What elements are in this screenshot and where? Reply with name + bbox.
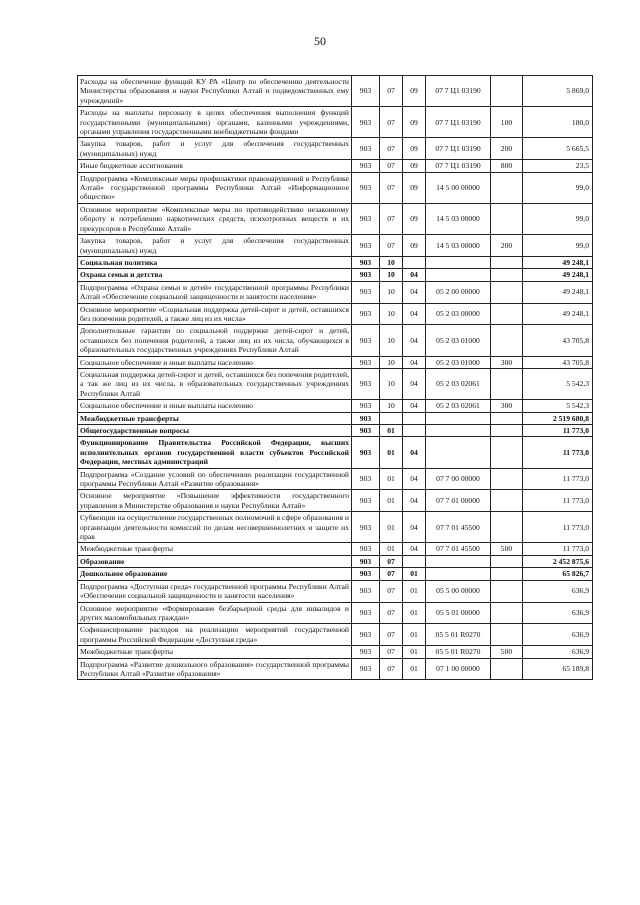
row-section-cell: 07 bbox=[380, 76, 403, 107]
row-section-cell: 07 bbox=[380, 107, 403, 138]
row-target-article-cell bbox=[426, 269, 491, 281]
row-expense-type-cell bbox=[491, 303, 523, 325]
row-name-cell: Социальное обеспечение и иные выплаты населению bbox=[78, 400, 352, 412]
row-expense-type-cell bbox=[491, 412, 523, 424]
row-section-cell: 07 bbox=[380, 646, 403, 658]
table-row bbox=[78, 412, 593, 424]
table-row bbox=[78, 160, 593, 172]
row-sum-cell: 636,9 bbox=[523, 602, 593, 624]
row-sum-cell: 99,0 bbox=[523, 235, 593, 257]
row-name-cell: Общегосударственные вопросы bbox=[78, 425, 352, 437]
row-section-cell: 07 bbox=[380, 658, 403, 680]
row-name-cell: Основное мероприятие «Комплексные меры по противодействию незаконному обороту и потреблению наркотических средств, психотропных веществ и их прекурсоров в Республике Алтай» bbox=[78, 203, 352, 234]
row-section-cell: 07 bbox=[380, 568, 403, 580]
row-name-cell: Дополнительные гарантии по социальной поддержке детей-сирот и детей, оставшихся без попечения родителей, а также лиц из их числа, обучающихся в образовательных государственных учреждениях Республики Алтай bbox=[78, 325, 352, 356]
row-target-article-cell: 05 5 01 R0270 bbox=[426, 624, 491, 646]
row-grbs-cell: 903 bbox=[352, 107, 380, 138]
row-expense-type-cell bbox=[491, 555, 523, 567]
row-grbs-cell: 903 bbox=[352, 356, 380, 368]
row-section-cell: 07 bbox=[380, 580, 403, 602]
table-row bbox=[78, 256, 593, 268]
row-expense-type-cell bbox=[491, 172, 523, 203]
row-section-cell: 07 bbox=[380, 555, 403, 567]
table-row bbox=[78, 425, 593, 437]
table-row bbox=[78, 269, 593, 281]
row-expense-type-cell bbox=[491, 281, 523, 303]
row-grbs-cell: 903 bbox=[352, 235, 380, 257]
row-sum-cell: 23,5 bbox=[523, 160, 593, 172]
row-name-cell: Охрана семьи и детства bbox=[78, 269, 352, 281]
row-target-article-cell: 14 5 03 00000 bbox=[426, 203, 491, 234]
table-row bbox=[78, 658, 593, 680]
row-subsection-cell: 04 bbox=[403, 512, 426, 543]
row-expense-type-cell bbox=[491, 568, 523, 580]
row-target-article-cell: 05 2 03 01000 bbox=[426, 356, 491, 368]
row-section-cell: 01 bbox=[380, 490, 403, 512]
budget-table bbox=[77, 75, 593, 680]
row-target-article-cell: 05 5 01 R0270 bbox=[426, 646, 491, 658]
row-name-cell: Расходы на выплаты персоналу в целях обеспечения выполнения функций государственными (муниципальными) органами, казенными учреждениями, органами управления государственными внебюджетными фондами bbox=[78, 107, 352, 138]
row-subsection-cell: 09 bbox=[403, 160, 426, 172]
table-row bbox=[78, 107, 593, 138]
row-subsection-cell: 01 bbox=[403, 658, 426, 680]
row-grbs-cell: 903 bbox=[352, 437, 380, 468]
row-sum-cell: 49 248,1 bbox=[523, 269, 593, 281]
row-sum-cell: 11 773,0 bbox=[523, 437, 593, 468]
table-row bbox=[78, 568, 593, 580]
row-subsection-cell: 04 bbox=[403, 303, 426, 325]
row-name-cell: Дошкольное образование bbox=[78, 568, 352, 580]
row-sum-cell: 5 542,3 bbox=[523, 400, 593, 412]
row-subsection-cell: 04 bbox=[403, 368, 426, 399]
table-row bbox=[78, 580, 593, 602]
row-section-cell: 10 bbox=[380, 400, 403, 412]
row-target-article-cell: 07 7 01 45500 bbox=[426, 543, 491, 555]
row-name-cell: Закупка товаров, работ и услуг для обеспечения государственных (муниципальных) нужд bbox=[78, 138, 352, 160]
row-grbs-cell: 903 bbox=[352, 555, 380, 567]
row-grbs-cell: 903 bbox=[352, 646, 380, 658]
row-subsection-cell: 04 bbox=[403, 490, 426, 512]
row-subsection-cell: 04 bbox=[403, 400, 426, 412]
row-subsection-cell: 04 bbox=[403, 468, 426, 490]
row-expense-type-cell: 200 bbox=[491, 138, 523, 160]
row-sum-cell: 49 248,1 bbox=[523, 303, 593, 325]
row-target-article-cell: 05 2 03 01000 bbox=[426, 325, 491, 356]
row-expense-type-cell bbox=[491, 624, 523, 646]
row-section-cell: 10 bbox=[380, 368, 403, 399]
row-expense-type-cell bbox=[491, 602, 523, 624]
row-grbs-cell: 903 bbox=[352, 658, 380, 680]
row-sum-cell: 5 869,0 bbox=[523, 76, 593, 107]
row-grbs-cell: 903 bbox=[352, 368, 380, 399]
row-section-cell: 01 bbox=[380, 437, 403, 468]
row-expense-type-cell bbox=[491, 269, 523, 281]
row-sum-cell: 65 826,7 bbox=[523, 568, 593, 580]
row-name-cell: Основное мероприятие «Повышение эффективности государственного управления в Министерстве образования и науки Республики Алтай» bbox=[78, 490, 352, 512]
row-grbs-cell: 903 bbox=[352, 580, 380, 602]
row-grbs-cell: 903 bbox=[352, 425, 380, 437]
row-target-article-cell: 07 7 01 00000 bbox=[426, 490, 491, 512]
row-target-article-cell: 07 7 Ц1 03190 bbox=[426, 160, 491, 172]
row-target-article-cell: 05 2 03 00000 bbox=[426, 303, 491, 325]
row-expense-type-cell: 100 bbox=[491, 107, 523, 138]
row-sum-cell: 2 519 680,8 bbox=[523, 412, 593, 424]
row-subsection-cell bbox=[403, 425, 426, 437]
table-row bbox=[78, 602, 593, 624]
row-section-cell: 07 bbox=[380, 624, 403, 646]
row-subsection-cell bbox=[403, 555, 426, 567]
row-target-article-cell bbox=[426, 555, 491, 567]
row-target-article-cell: 14 5 00 00000 bbox=[426, 172, 491, 203]
row-target-article-cell: 07 7 Ц1 03190 bbox=[426, 76, 491, 107]
row-name-cell: Межбюджетные трансферты bbox=[78, 412, 352, 424]
row-target-article-cell: 05 2 03 02061 bbox=[426, 368, 491, 399]
row-target-article-cell: 07 7 Ц1 03190 bbox=[426, 107, 491, 138]
row-section-cell: 10 bbox=[380, 269, 403, 281]
row-expense-type-cell bbox=[491, 203, 523, 234]
row-subsection-cell: 09 bbox=[403, 138, 426, 160]
row-target-article-cell: 07 7 Ц1 03190 bbox=[426, 138, 491, 160]
row-section-cell: 07 bbox=[380, 203, 403, 234]
row-subsection-cell: 09 bbox=[403, 203, 426, 234]
row-grbs-cell: 903 bbox=[352, 269, 380, 281]
row-expense-type-cell: 200 bbox=[491, 235, 523, 257]
row-subsection-cell: 04 bbox=[403, 325, 426, 356]
row-name-cell: Иные бюджетные ассигнования bbox=[78, 160, 352, 172]
row-expense-type-cell bbox=[491, 425, 523, 437]
row-sum-cell: 2 452 875,6 bbox=[523, 555, 593, 567]
row-target-article-cell: 05 5 00 00000 bbox=[426, 580, 491, 602]
row-subsection-cell: 09 bbox=[403, 172, 426, 203]
row-sum-cell: 636,9 bbox=[523, 580, 593, 602]
row-sum-cell: 43 705,8 bbox=[523, 325, 593, 356]
row-sum-cell: 49 248,1 bbox=[523, 281, 593, 303]
row-subsection-cell: 01 bbox=[403, 580, 426, 602]
row-subsection-cell: 04 bbox=[403, 543, 426, 555]
row-grbs-cell: 903 bbox=[352, 138, 380, 160]
row-grbs-cell: 903 bbox=[352, 602, 380, 624]
row-expense-type-cell bbox=[491, 658, 523, 680]
row-expense-type-cell: 500 bbox=[491, 646, 523, 658]
row-section-cell: 01 bbox=[380, 468, 403, 490]
row-target-article-cell bbox=[426, 256, 491, 268]
row-name-cell: Межбюджетные трансферты bbox=[78, 646, 352, 658]
table-row bbox=[78, 356, 593, 368]
row-name-cell: Социальная политика bbox=[78, 256, 352, 268]
row-sum-cell: 11 773,0 bbox=[523, 512, 593, 543]
row-sum-cell: 11 773,0 bbox=[523, 543, 593, 555]
row-target-article-cell: 07 1 00 00000 bbox=[426, 658, 491, 680]
row-target-article-cell bbox=[426, 412, 491, 424]
row-expense-type-cell: 300 bbox=[491, 400, 523, 412]
table-row bbox=[78, 437, 593, 468]
row-grbs-cell: 903 bbox=[352, 325, 380, 356]
row-name-cell: Субвенции на осуществление государственных полномочий в сфере образования и организации деятельности комиссий по делам несовершеннолетних и защите их прав bbox=[78, 512, 352, 543]
table-row bbox=[78, 203, 593, 234]
row-name-cell: Основное мероприятие «Социальная поддержка детей-сирот и детей, оставшихся без попечения родителей, а также лиц из их числа» bbox=[78, 303, 352, 325]
row-section-cell: 10 bbox=[380, 325, 403, 356]
row-section-cell bbox=[380, 412, 403, 424]
row-expense-type-cell bbox=[491, 580, 523, 602]
row-grbs-cell: 903 bbox=[352, 412, 380, 424]
row-grbs-cell: 903 bbox=[352, 568, 380, 580]
row-section-cell: 07 bbox=[380, 160, 403, 172]
table-row bbox=[78, 138, 593, 160]
table-row bbox=[78, 468, 593, 490]
row-target-article-cell: 07 7 01 45500 bbox=[426, 512, 491, 543]
row-target-article-cell: 05 2 03 02061 bbox=[426, 400, 491, 412]
row-expense-type-cell: 300 bbox=[491, 356, 523, 368]
row-expense-type-cell: 500 bbox=[491, 543, 523, 555]
row-grbs-cell: 903 bbox=[352, 512, 380, 543]
row-expense-type-cell bbox=[491, 256, 523, 268]
row-subsection-cell: 09 bbox=[403, 76, 426, 107]
row-name-cell: Подпрограмма «Развитие дошкольного образования» государственной программы Республики Алтай «Развитие образования» bbox=[78, 658, 352, 680]
row-name-cell: Социальное обеспечение и иные выплаты населению bbox=[78, 356, 352, 368]
row-sum-cell: 636,9 bbox=[523, 646, 593, 658]
row-grbs-cell: 903 bbox=[352, 468, 380, 490]
row-section-cell: 07 bbox=[380, 138, 403, 160]
row-subsection-cell: 01 bbox=[403, 602, 426, 624]
row-section-cell: 10 bbox=[380, 356, 403, 368]
row-grbs-cell: 903 bbox=[352, 256, 380, 268]
row-grbs-cell: 903 bbox=[352, 624, 380, 646]
row-name-cell: Подпрограмма «Охрана семьи и детей» государственной программы Республики Алтай «Обеспечение социальной защищенности и занятости населения» bbox=[78, 281, 352, 303]
table-row bbox=[78, 624, 593, 646]
row-section-cell: 07 bbox=[380, 172, 403, 203]
row-section-cell: 07 bbox=[380, 602, 403, 624]
row-grbs-cell: 903 bbox=[352, 400, 380, 412]
table-body bbox=[78, 76, 593, 680]
table-row bbox=[78, 512, 593, 543]
row-sum-cell: 180,0 bbox=[523, 107, 593, 138]
row-section-cell: 01 bbox=[380, 543, 403, 555]
row-subsection-cell bbox=[403, 256, 426, 268]
row-expense-type-cell bbox=[491, 437, 523, 468]
table-row bbox=[78, 555, 593, 567]
row-grbs-cell: 903 bbox=[352, 160, 380, 172]
row-name-cell: Основное мероприятие «Формирование безбарьерной среды для инвалидов и других маломобильных граждан» bbox=[78, 602, 352, 624]
row-target-article-cell bbox=[426, 425, 491, 437]
row-name-cell: Функционирование Правительства Российской Федерации, высших исполнительных органов государственной власти субъектов Российской Федерации, местных администраций bbox=[78, 437, 352, 468]
page-number: 50 bbox=[314, 34, 326, 48]
row-sum-cell: 5 665,5 bbox=[523, 138, 593, 160]
table-row bbox=[78, 646, 593, 658]
row-sum-cell: 11 773,0 bbox=[523, 425, 593, 437]
row-name-cell: Расходы на обеспечение функций КУ РА «Центр по обеспечению деятельности Министерства образования и науки Республики Алтай и подведомственных ему учреждений» bbox=[78, 76, 352, 107]
row-grbs-cell: 903 bbox=[352, 76, 380, 107]
row-grbs-cell: 903 bbox=[352, 281, 380, 303]
table-row bbox=[78, 172, 593, 203]
row-sum-cell: 636,9 bbox=[523, 624, 593, 646]
row-name-cell: Закупка товаров, работ и услуг для обеспечения государственных (муниципальных) нужд bbox=[78, 235, 352, 257]
row-name-cell: Подпрограмма «Доступная среда» государственной программы Республики Алтай «Обеспечение социальной защищенности и занятости населения» bbox=[78, 580, 352, 602]
table-row bbox=[78, 303, 593, 325]
row-expense-type-cell: 800 bbox=[491, 160, 523, 172]
row-grbs-cell: 903 bbox=[352, 543, 380, 555]
table-row bbox=[78, 543, 593, 555]
row-target-article-cell: 07 7 00 00000 bbox=[426, 468, 491, 490]
row-grbs-cell: 903 bbox=[352, 203, 380, 234]
row-sum-cell: 99,0 bbox=[523, 172, 593, 203]
row-name-cell: Софинансирование расходов на реализацию мероприятий государственной программы Российской Федерации «Доступная среда» bbox=[78, 624, 352, 646]
row-expense-type-cell bbox=[491, 325, 523, 356]
row-section-cell: 07 bbox=[380, 235, 403, 257]
row-expense-type-cell bbox=[491, 468, 523, 490]
row-sum-cell: 5 542,3 bbox=[523, 368, 593, 399]
row-subsection-cell: 04 bbox=[403, 281, 426, 303]
row-section-cell: 10 bbox=[380, 303, 403, 325]
row-target-article-cell bbox=[426, 437, 491, 468]
row-grbs-cell: 903 bbox=[352, 303, 380, 325]
row-subsection-cell: 04 bbox=[403, 269, 426, 281]
row-target-article-cell: 05 2 00 00000 bbox=[426, 281, 491, 303]
table-row bbox=[78, 235, 593, 257]
row-grbs-cell: 903 bbox=[352, 172, 380, 203]
row-sum-cell: 65 189,8 bbox=[523, 658, 593, 680]
table-row bbox=[78, 325, 593, 356]
row-sum-cell: 11 773,0 bbox=[523, 468, 593, 490]
row-name-cell: Подпрограмма «Создание условий по обеспечению реализации государственной программы Республики Алтай «Развитие образования» bbox=[78, 468, 352, 490]
row-sum-cell: 43 705,8 bbox=[523, 356, 593, 368]
row-expense-type-cell bbox=[491, 512, 523, 543]
row-target-article-cell bbox=[426, 568, 491, 580]
row-subsection-cell: 04 bbox=[403, 356, 426, 368]
row-expense-type-cell bbox=[491, 76, 523, 107]
row-section-cell: 10 bbox=[380, 256, 403, 268]
row-section-cell: 01 bbox=[380, 512, 403, 543]
table-row bbox=[78, 400, 593, 412]
row-name-cell: Образование bbox=[78, 555, 352, 567]
row-grbs-cell: 903 bbox=[352, 490, 380, 512]
row-subsection-cell: 01 bbox=[403, 646, 426, 658]
row-target-article-cell: 05 5 01 00000 bbox=[426, 602, 491, 624]
row-subsection-cell: 04 bbox=[403, 437, 426, 468]
row-sum-cell: 11 773,0 bbox=[523, 490, 593, 512]
table-row bbox=[78, 368, 593, 399]
table-row bbox=[78, 490, 593, 512]
row-sum-cell: 49 248,1 bbox=[523, 256, 593, 268]
row-name-cell: Межбюджетные трансферты bbox=[78, 543, 352, 555]
row-subsection-cell bbox=[403, 412, 426, 424]
table-row bbox=[78, 281, 593, 303]
row-target-article-cell: 14 5 03 00000 bbox=[426, 235, 491, 257]
table-row bbox=[78, 76, 593, 107]
row-subsection-cell: 01 bbox=[403, 568, 426, 580]
row-expense-type-cell bbox=[491, 490, 523, 512]
row-sum-cell: 99,0 bbox=[523, 203, 593, 234]
row-section-cell: 01 bbox=[380, 425, 403, 437]
row-subsection-cell: 01 bbox=[403, 624, 426, 646]
row-expense-type-cell bbox=[491, 368, 523, 399]
row-subsection-cell: 09 bbox=[403, 235, 426, 257]
row-section-cell: 10 bbox=[380, 281, 403, 303]
row-name-cell: Подпрограмма «Комплексные меры профилактики правонарушений в Республике Алтай» государственной программы Республики Алтай «Информационное общество» bbox=[78, 172, 352, 203]
row-name-cell: Социальная поддержка детей-сирот и детей, оставшихся без попечения родителей, а так же лиц из их числа, в образовательных государственных учреждениях Республики Алтай bbox=[78, 368, 352, 399]
row-subsection-cell: 09 bbox=[403, 107, 426, 138]
